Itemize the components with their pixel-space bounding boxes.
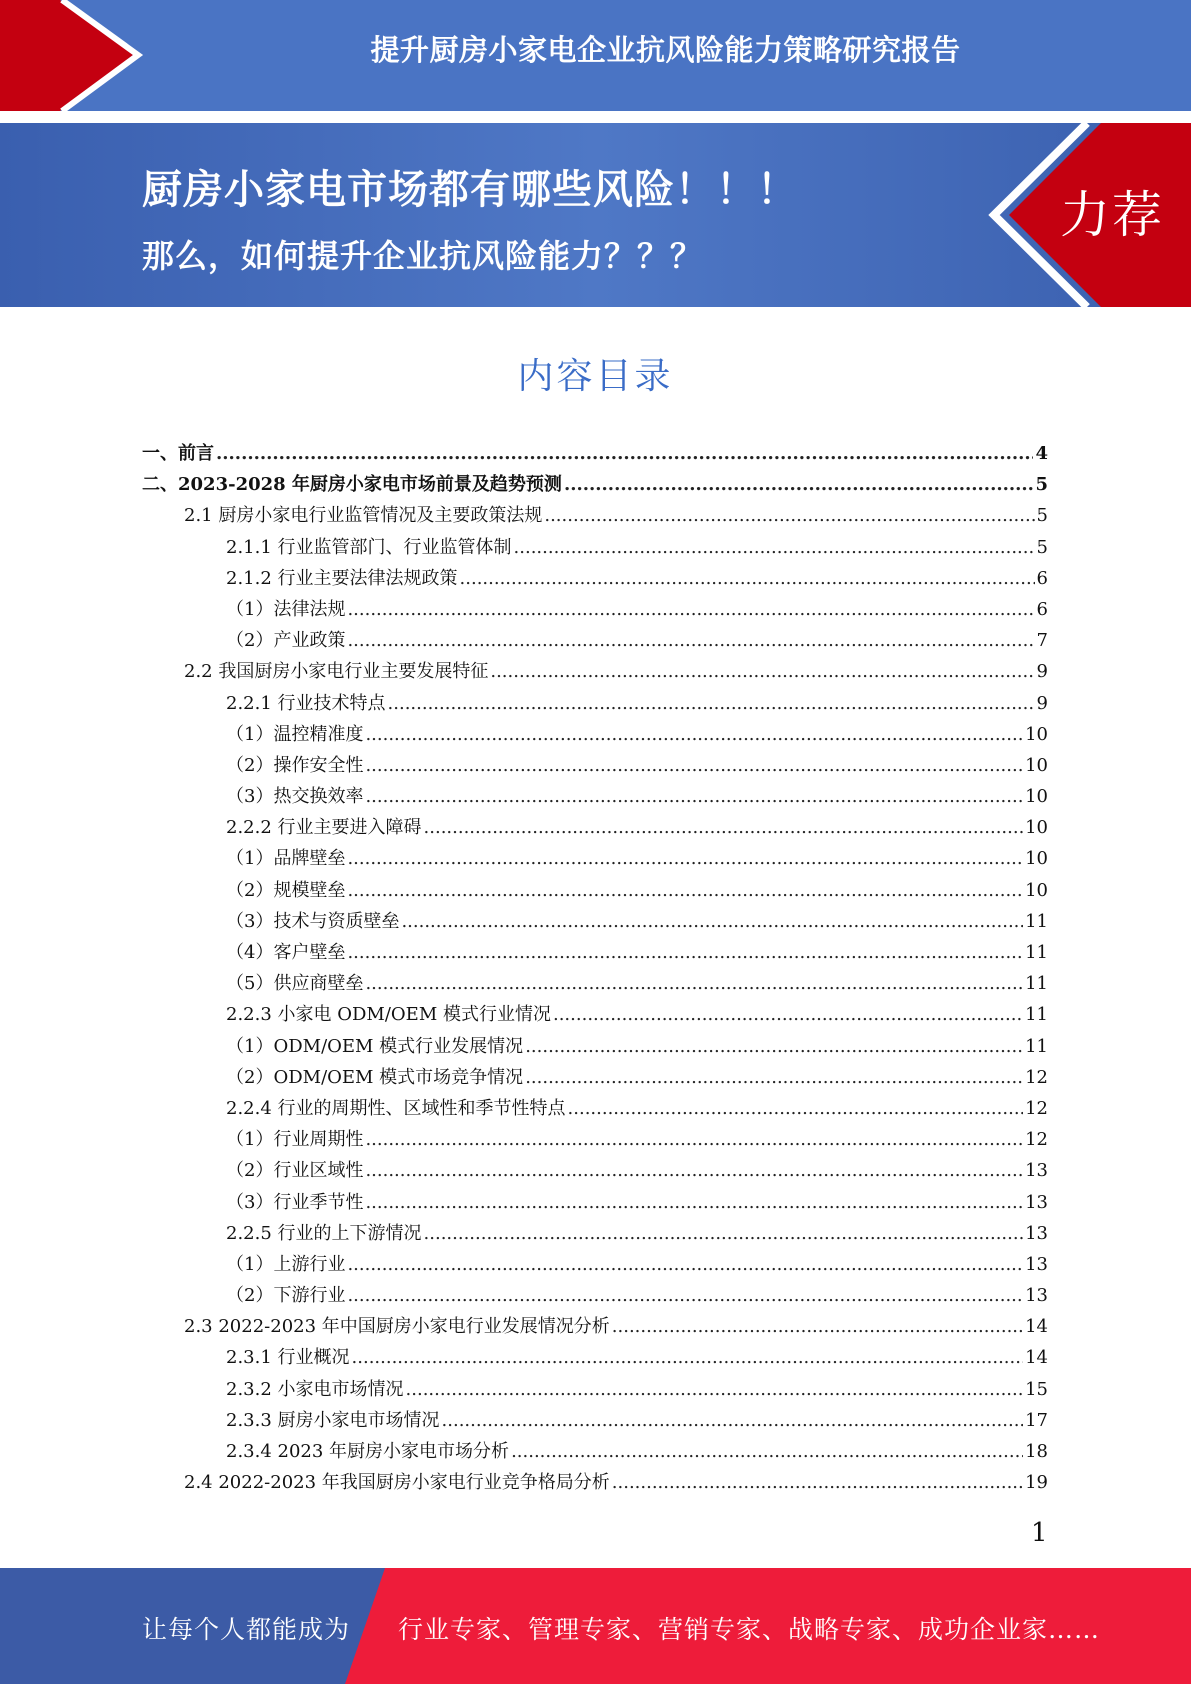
page-number: 1 bbox=[1031, 1518, 1048, 1548]
toc-entry[interactable] bbox=[142, 1249, 1048, 1280]
toc-entry-page: 4 bbox=[1035, 443, 1048, 464]
toc-leader-dots bbox=[352, 1342, 1024, 1373]
toc-entry[interactable] bbox=[142, 1436, 1048, 1467]
toc-leader-dots bbox=[514, 532, 1035, 563]
toc-entry-page: 5 bbox=[1036, 505, 1048, 527]
footer-slogan-left: 让每个人都能成为 bbox=[142, 1615, 351, 1644]
toc-leader-dots bbox=[365, 750, 1023, 781]
toc-entry-page: 6 bbox=[1036, 567, 1048, 589]
toc-entry-page: 10 bbox=[1025, 817, 1048, 839]
toc-entry-title: （2）产业政策 bbox=[226, 630, 346, 652]
toc-entry-title: （2）ODM/OEM 模式市场竞争情况 bbox=[226, 1066, 524, 1088]
toc-leader-dots bbox=[365, 781, 1023, 812]
toc-entry-page: 13 bbox=[1025, 1253, 1048, 1275]
toc-heading: 内容目录 bbox=[517, 356, 674, 397]
toc-leader-dots bbox=[568, 1093, 1024, 1124]
hero-headline: 厨房小家电市场都有哪些风险！！！ bbox=[142, 167, 798, 213]
toc-entry-title: （1）上游行业 bbox=[226, 1253, 346, 1275]
toc-leader-dots bbox=[612, 1311, 1023, 1342]
toc-leader-dots bbox=[553, 999, 1023, 1030]
red-arrow-decoration bbox=[0, 0, 150, 111]
toc-entry[interactable] bbox=[142, 968, 1048, 999]
toc-entry-page: 10 bbox=[1025, 879, 1048, 901]
toc-leader-dots bbox=[347, 875, 1023, 906]
toc-entry[interactable] bbox=[142, 1374, 1048, 1405]
toc-entry-title: （1）ODM/OEM 模式行业发展情况 bbox=[226, 1035, 524, 1057]
toc-entry-page: 11 bbox=[1025, 942, 1048, 963]
toc-entry-title: （1）品牌壁垒 bbox=[226, 848, 346, 870]
toc-leader-dots bbox=[347, 1280, 1023, 1311]
toc-entry-page: 9 bbox=[1036, 692, 1048, 714]
toc-entry-title: （5）供应商壁垒 bbox=[226, 973, 364, 995]
toc-entry[interactable] bbox=[142, 781, 1048, 812]
toc-entry[interactable] bbox=[142, 1093, 1048, 1124]
toc-entry-title: 2.1.2 行业主要法律法规政策 bbox=[226, 567, 458, 589]
toc-entry-page: 13 bbox=[1025, 1160, 1048, 1182]
toc-entry-title: （2）操作安全性 bbox=[226, 754, 364, 776]
toc-entry-title: 一、前言 bbox=[142, 443, 214, 464]
toc-entry-title: 2.1 厨房小家电行业监管情况及主要政策法规 bbox=[184, 505, 543, 527]
toc-entry[interactable] bbox=[142, 625, 1048, 656]
toc-entry-title: （2）规模壁垒 bbox=[226, 879, 346, 901]
toc-entry-page: 12 bbox=[1025, 1066, 1048, 1088]
toc-entry[interactable] bbox=[142, 906, 1048, 937]
toc-entry-title: 2.1.1 行业监管部门、行业监管体制 bbox=[226, 536, 512, 558]
toc-entry[interactable] bbox=[142, 438, 1048, 469]
toc-leader-dots bbox=[490, 656, 1034, 687]
toc-entry[interactable] bbox=[142, 532, 1048, 563]
toc-entry-title: 2.2.3 小家电 ODM/OEM 模式行业情况 bbox=[226, 1004, 551, 1026]
toc-entry[interactable] bbox=[142, 594, 1048, 625]
toc-entry-page: 13 bbox=[1025, 1285, 1048, 1307]
toc-entry-title: （2）下游行业 bbox=[226, 1285, 346, 1307]
toc-entry-page: 12 bbox=[1025, 1129, 1048, 1151]
recommend-badge: 力荐 bbox=[1060, 186, 1164, 244]
toc-entry-title: 2.3.3 厨房小家电市场情况 bbox=[226, 1409, 440, 1431]
toc-leader-dots bbox=[564, 469, 1034, 500]
toc-entry-title: 2.2.1 行业技术特点 bbox=[226, 692, 386, 714]
toc-entry[interactable] bbox=[142, 999, 1048, 1030]
toc-entry-page: 6 bbox=[1036, 598, 1048, 620]
report-title: 提升厨房小家电企业抗风险能力策略研究报告 bbox=[370, 33, 961, 67]
toc-entry[interactable] bbox=[142, 1155, 1048, 1186]
toc-entry[interactable] bbox=[142, 1031, 1048, 1062]
toc-entry-title: 2.3.2 小家电市场情况 bbox=[226, 1378, 404, 1400]
toc-leader-dots bbox=[544, 500, 1034, 531]
toc-leader-dots bbox=[216, 438, 1033, 469]
toc-entry-title: 2.3.1 行业概况 bbox=[226, 1347, 350, 1369]
toc-leader-dots bbox=[424, 812, 1024, 843]
toc-entry-title: （3）技术与资质壁垒 bbox=[226, 910, 400, 932]
toc-entry[interactable] bbox=[142, 1405, 1048, 1436]
toc-entry-page: 10 bbox=[1025, 754, 1048, 776]
toc-leader-dots bbox=[406, 1374, 1024, 1405]
toc-entry[interactable] bbox=[142, 1311, 1048, 1342]
toc-entry-title: 2.3.4 2023 年厨房小家电市场分析 bbox=[226, 1441, 510, 1462]
toc-entry-title: （3）热交换效率 bbox=[226, 786, 364, 808]
toc-leader-dots bbox=[525, 1031, 1023, 1062]
toc-entry[interactable] bbox=[142, 1187, 1048, 1218]
toc-entry-page: 12 bbox=[1025, 1097, 1048, 1119]
toc-leader-dots bbox=[365, 1155, 1023, 1186]
toc-leader-dots bbox=[347, 843, 1023, 874]
toc-entry-title: 2.2.4 行业的周期性、区域性和季节性特点 bbox=[226, 1097, 566, 1119]
toc-entry-page: 7 bbox=[1036, 630, 1048, 652]
toc-entry[interactable] bbox=[142, 843, 1048, 874]
toc-entry-page: 14 bbox=[1025, 1316, 1048, 1338]
toc-entry-title: （2）行业区域性 bbox=[226, 1160, 364, 1182]
toc-entry-page: 15 bbox=[1025, 1378, 1048, 1400]
toc-entry-title: 2.4 2022-2023 年我国厨房小家电行业竞争格局分析 bbox=[184, 1472, 610, 1494]
toc-leader-dots bbox=[365, 1124, 1023, 1155]
toc-leader-dots bbox=[365, 968, 1023, 999]
toc-entry-page: 14 bbox=[1025, 1347, 1048, 1369]
toc-entry-title: 二、2023-2028 年厨房小家电市场前景及趋势预测 bbox=[142, 474, 562, 496]
toc-entry-page: 10 bbox=[1025, 723, 1048, 745]
toc-entry-page: 10 bbox=[1025, 848, 1048, 870]
toc-leader-dots bbox=[365, 719, 1023, 750]
toc-leader-dots bbox=[525, 1062, 1023, 1093]
toc-entry[interactable] bbox=[142, 1342, 1048, 1373]
toc-entry-title: 2.2.5 行业的上下游情况 bbox=[226, 1222, 422, 1244]
toc-entry-page: 13 bbox=[1025, 1191, 1048, 1213]
toc-entry[interactable] bbox=[142, 937, 1048, 968]
toc-entry-page: 11 bbox=[1025, 1035, 1048, 1057]
toc-leader-dots bbox=[347, 625, 1034, 656]
hero-subline: 那么，如何提升企业抗风险能力？？？ bbox=[142, 237, 704, 275]
toc-leader-dots bbox=[442, 1405, 1024, 1436]
toc-entry-title: （1）法律法规 bbox=[226, 598, 346, 620]
toc-entry-title: 2.3 2022-2023 年中国厨房小家电行业发展情况分析 bbox=[184, 1316, 610, 1338]
toc-entry-title: 2.2 我国厨房小家电行业主要发展特征 bbox=[184, 661, 489, 683]
toc-entry[interactable] bbox=[142, 812, 1048, 843]
toc-entry[interactable] bbox=[142, 1124, 1048, 1155]
toc-entry[interactable] bbox=[142, 750, 1048, 781]
toc-entry-page: 17 bbox=[1025, 1409, 1048, 1431]
toc-leader-dots bbox=[401, 906, 1023, 937]
toc-entry[interactable] bbox=[142, 875, 1048, 906]
toc-entry-page: 13 bbox=[1025, 1222, 1048, 1244]
toc-entry-title: （3）行业季节性 bbox=[226, 1191, 364, 1213]
toc-leader-dots bbox=[347, 937, 1023, 968]
toc-entry[interactable] bbox=[142, 469, 1048, 500]
toc-entry[interactable] bbox=[142, 719, 1048, 750]
toc-leader-dots bbox=[347, 594, 1034, 625]
toc-entry-page: 19 bbox=[1025, 1472, 1048, 1494]
toc-entry[interactable] bbox=[142, 1467, 1048, 1498]
toc-list bbox=[142, 438, 1048, 1498]
toc-entry[interactable] bbox=[142, 563, 1048, 594]
toc-entry-page: 11 bbox=[1025, 1004, 1048, 1026]
toc-entry-page: 5 bbox=[1035, 474, 1048, 496]
toc-leader-dots bbox=[612, 1467, 1023, 1498]
toc-entry[interactable] bbox=[142, 1280, 1048, 1311]
toc-leader-dots bbox=[347, 1249, 1023, 1280]
toc-leader-dots bbox=[365, 1187, 1023, 1218]
toc-entry[interactable] bbox=[142, 1218, 1048, 1249]
toc-leader-dots bbox=[424, 1218, 1024, 1249]
toc-entry-page: 11 bbox=[1025, 973, 1048, 995]
toc-entry-title: （4）客户壁垒 bbox=[226, 942, 346, 963]
toc-entry-page: 18 bbox=[1025, 1441, 1048, 1462]
toc-entry-page: 5 bbox=[1036, 536, 1048, 558]
toc-entry-page: 9 bbox=[1036, 661, 1048, 683]
toc-entry-title: （1）温控精准度 bbox=[226, 723, 364, 745]
toc-leader-dots bbox=[388, 688, 1035, 719]
toc-entry-page: 11 bbox=[1025, 910, 1048, 932]
toc-entry[interactable] bbox=[142, 688, 1048, 719]
toc-entry-page: 10 bbox=[1025, 786, 1048, 808]
toc-entry[interactable] bbox=[142, 500, 1048, 531]
toc-entry[interactable] bbox=[142, 656, 1048, 687]
toc-leader-dots bbox=[511, 1436, 1023, 1467]
toc-entry-title: 2.2.2 行业主要进入障碍 bbox=[226, 817, 422, 839]
toc-leader-dots bbox=[460, 563, 1035, 594]
footer-slogan-right: 行业专家、管理专家、营销专家、战略专家、成功企业家…… bbox=[398, 1615, 1101, 1644]
toc-entry[interactable] bbox=[142, 1062, 1048, 1093]
toc-entry-title: （1）行业周期性 bbox=[226, 1129, 364, 1151]
